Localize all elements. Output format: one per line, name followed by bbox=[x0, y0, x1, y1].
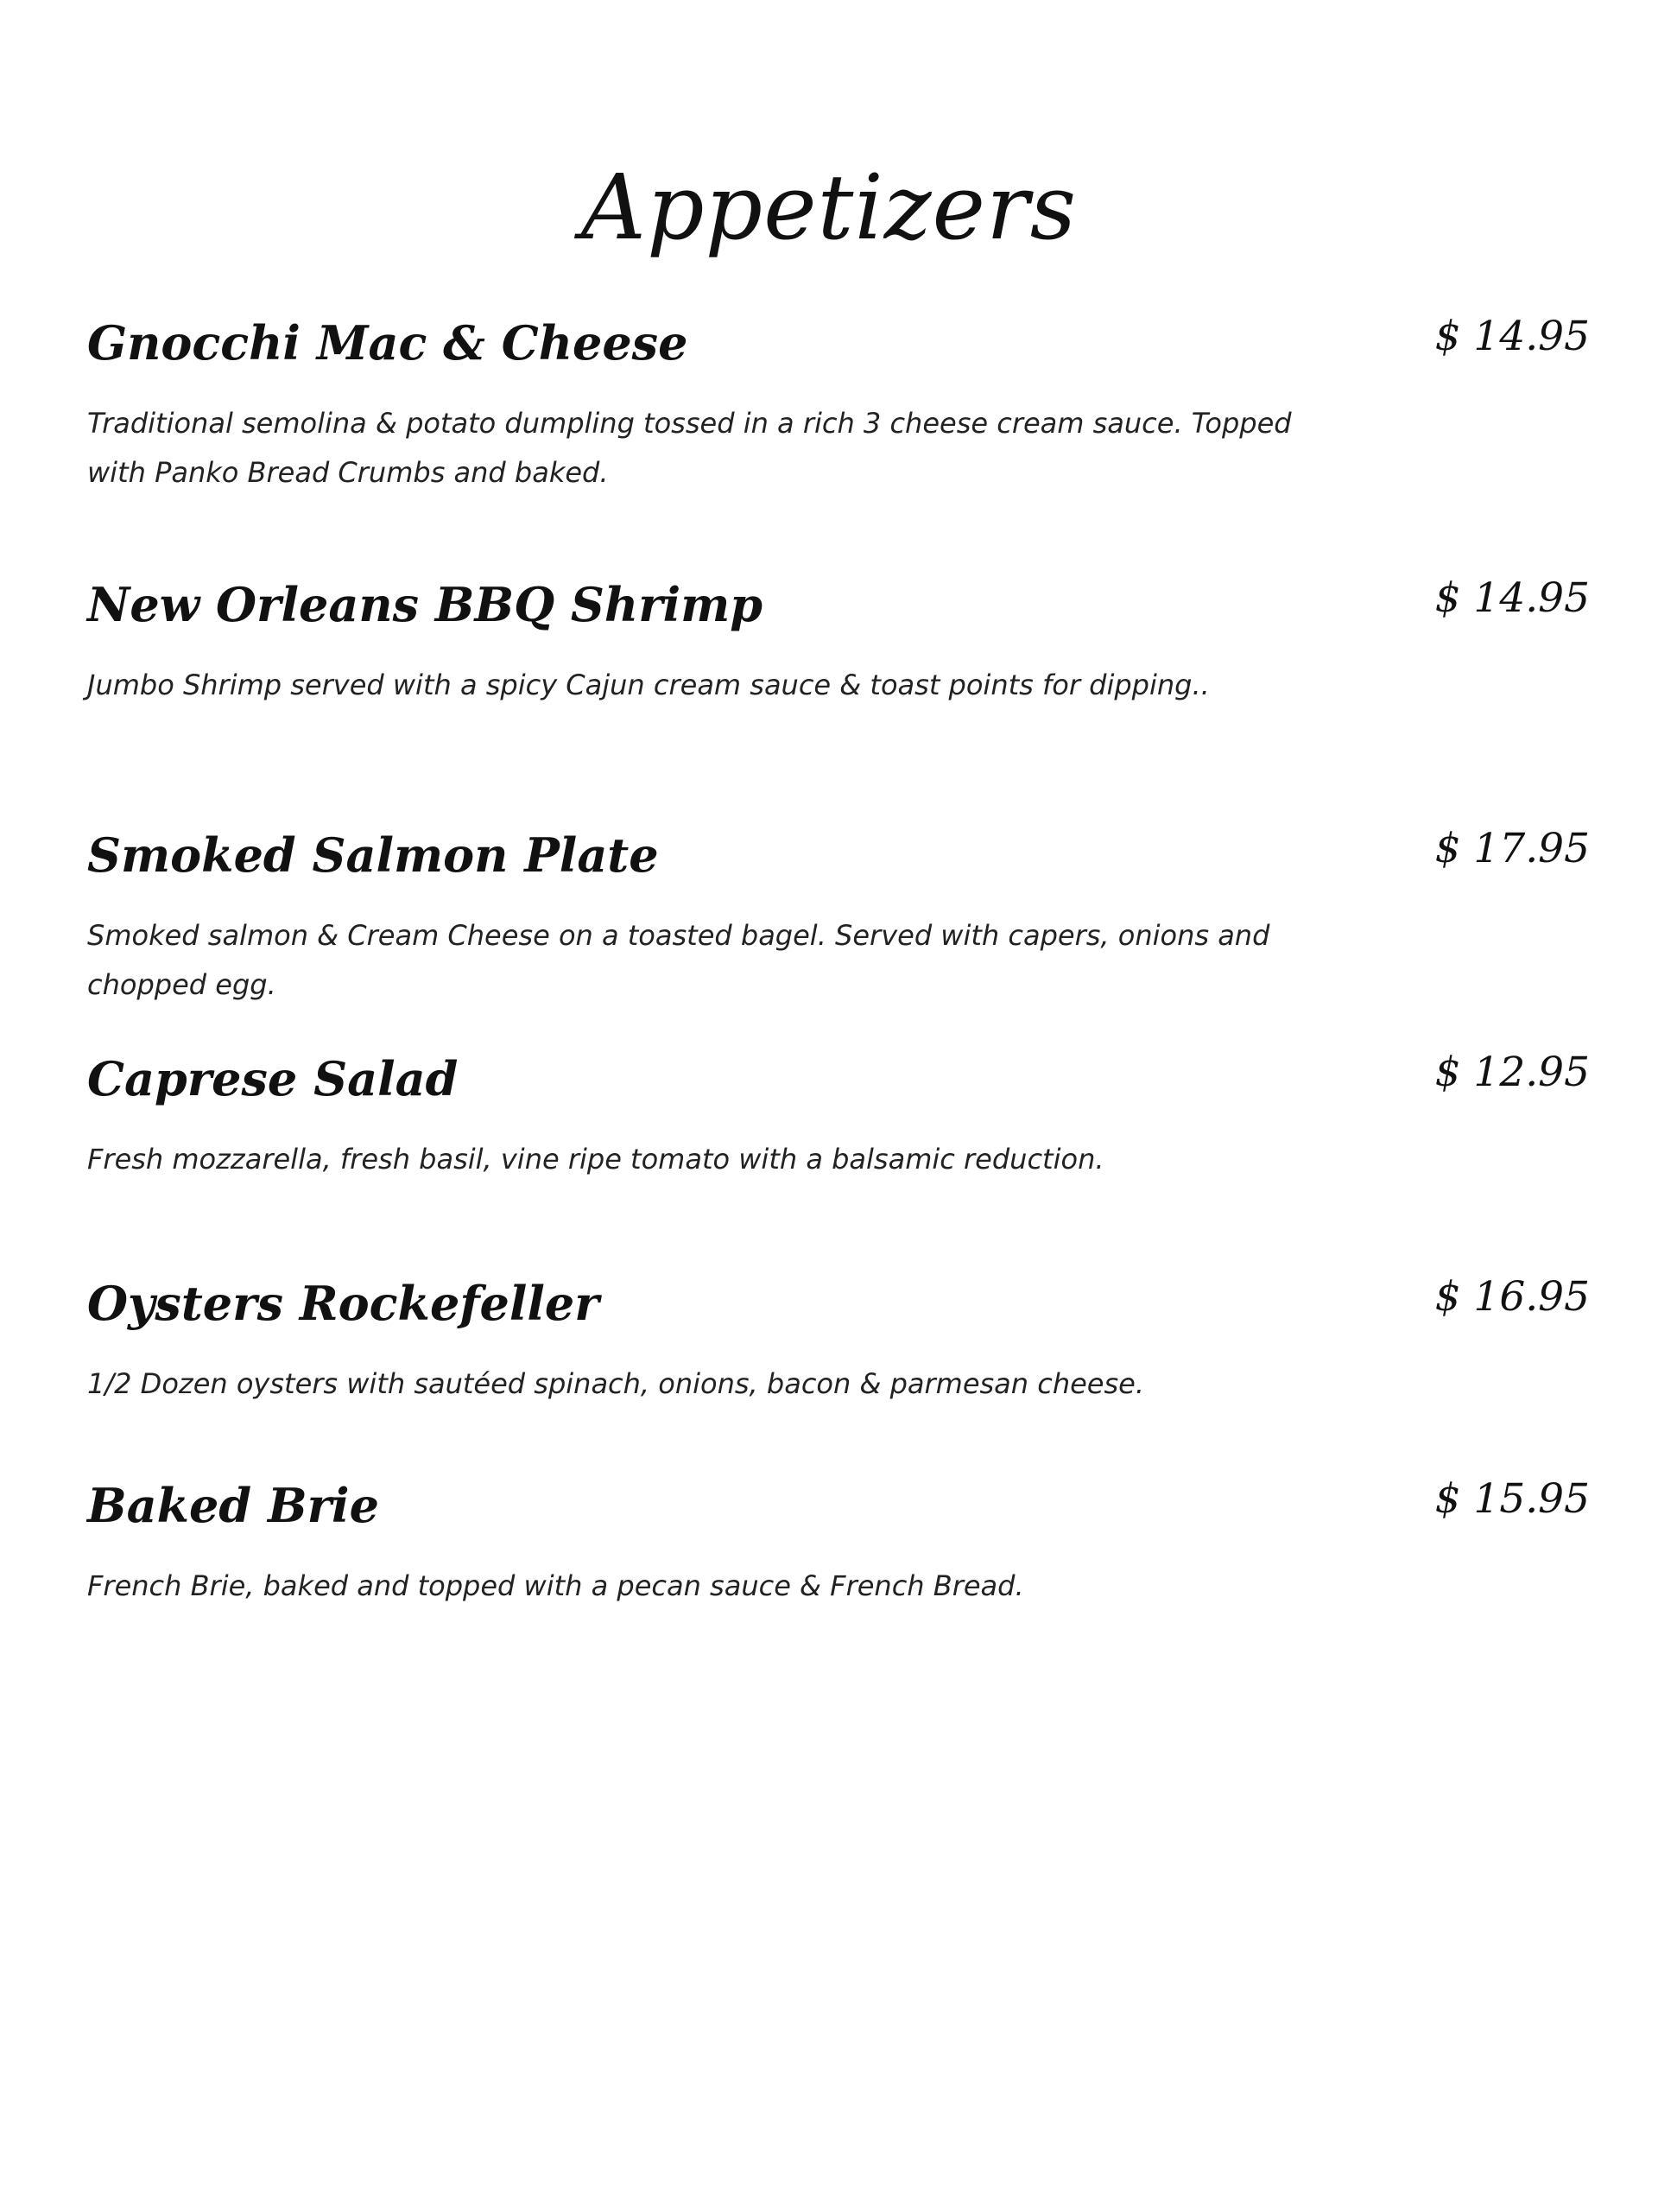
item-description: Traditional semolina & potato dumpling tossed in a rich 3 cheese cream sauce. Topped with Panko Bread Crumbs and baked. bbox=[87, 407, 1292, 489]
item-description: Smoked salmon & Cream Cheese on a toasted bagel. Served with capers, onions and chopped egg. bbox=[87, 919, 1270, 1001]
item-name: Smoked Salmon Plate bbox=[87, 827, 659, 883]
item-price: $ 12.95 bbox=[1434, 1049, 1590, 1096]
item-description: 1/2 Dozen oysters with sautéed spinach, onions, bacon & parmesan cheese. bbox=[87, 1367, 1145, 1400]
item-description: Fresh mozzarella, fresh basil, vine ripe tomato with a balsamic reduction. bbox=[87, 1143, 1104, 1176]
item-description: Jumbo Shrimp served with a spicy Cajun cream sauce & toast points for dipping.. bbox=[87, 669, 1210, 701]
item-name: Caprese Salad bbox=[87, 1051, 459, 1106]
item-price: $ 14.95 bbox=[1434, 574, 1590, 622]
item-price: $ 16.95 bbox=[1434, 1273, 1590, 1321]
item-name: Gnocchi Mac & Cheese bbox=[87, 315, 688, 371]
menu-title: Appetizers bbox=[580, 154, 1078, 260]
item-price: $ 14.95 bbox=[1434, 313, 1590, 360]
item-name: Oysters Rockefeller bbox=[87, 1276, 599, 1331]
item-name: New Orleans BBQ Shrimp bbox=[87, 577, 763, 632]
item-price: $ 15.95 bbox=[1434, 1475, 1590, 1523]
item-description: French Brie, baked and topped with a pecan sauce & French Bread. bbox=[87, 1569, 1024, 1602]
item-price: $ 17.95 bbox=[1434, 825, 1590, 872]
item-name: Baked Brie bbox=[87, 1478, 379, 1533]
